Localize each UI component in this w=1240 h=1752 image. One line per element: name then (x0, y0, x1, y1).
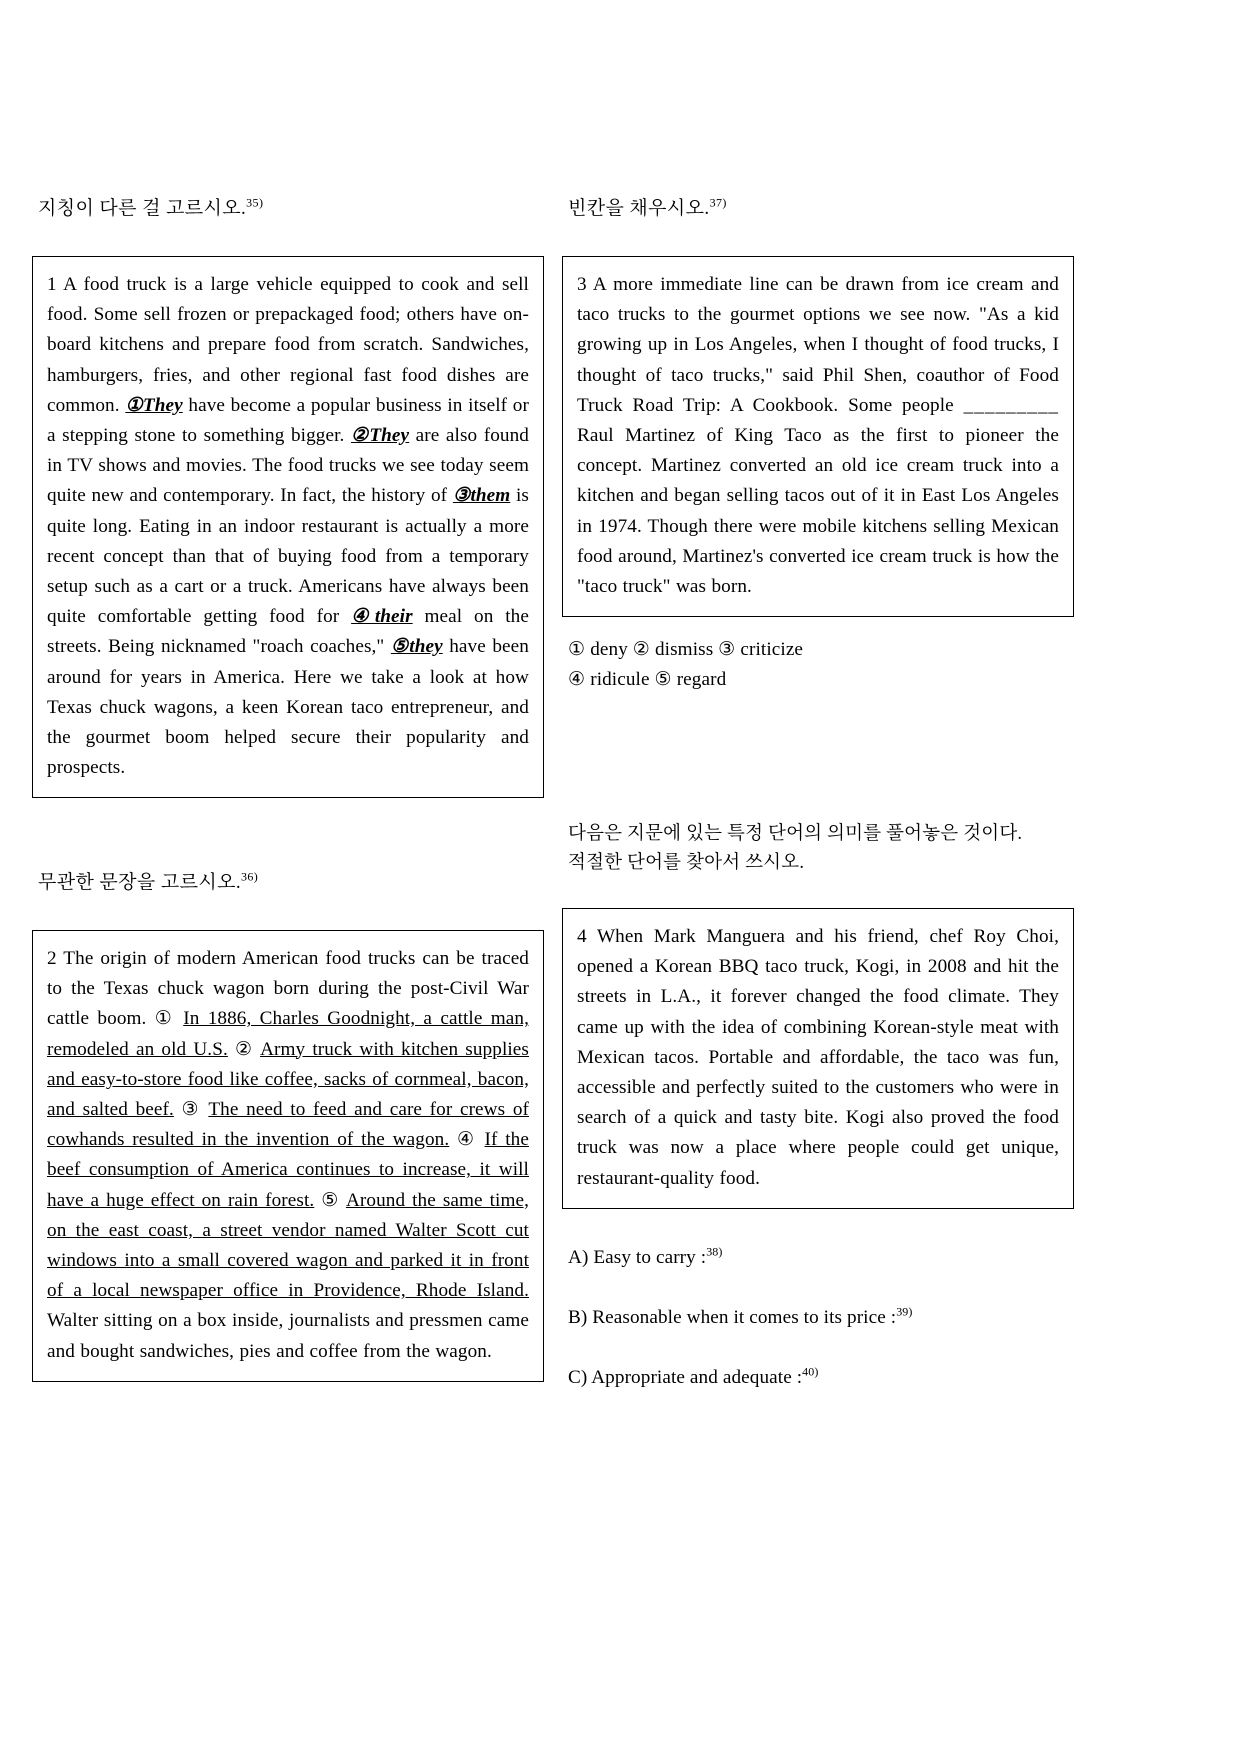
fill-in-blank[interactable]: _________ (963, 394, 1059, 416)
passage-1-box (32, 256, 544, 798)
pronoun-marker[interactable]: ⑤they (390, 636, 443, 658)
vocab-answer-b-label: B) Reasonable when it comes to its price : (568, 1306, 897, 1328)
vocab-instruction-line-1: 다음은 지문에 있는 특정 단어의 의미를 풀어놓은 것이다. (568, 824, 1023, 844)
passage-run: is quite long. Eating in an indoor restaurant is actually a more recent concept than that of buying food from a temporary setup such as a cart or a truck. Americans have always been quite comfortable getting food for (47, 485, 529, 628)
passage-run: ② (227, 1038, 261, 1060)
vocab-answer-c[interactable] (568, 1363, 1082, 1393)
passage-run: ③ (173, 1099, 209, 1121)
numbered-sentence[interactable]: Around the same time, on the east coast, a street vendor named Walter Scott cut windows into a small covered wagon and parked it in front of a local newspaper office in Providence, Rhode Island. (47, 1189, 529, 1302)
question-37-options (568, 635, 1074, 695)
passage-run: have become a popular business in itself or a stepping stone to something bigger. (47, 394, 529, 447)
passage-run: ⑤ (314, 1189, 346, 1211)
question-35-heading-text: 지칭이 다른 걸 고르시오. (38, 198, 247, 219)
question-36-ref: 36) (241, 869, 259, 884)
passage-1-text (47, 270, 529, 783)
passage-2-text (47, 944, 529, 1367)
question-37-heading (568, 196, 1074, 222)
passage-2-box (32, 930, 544, 1382)
numbered-sentence[interactable]: The need to feed and care for crews of cowhands resulted in the invention of the wagon. (47, 1099, 529, 1151)
question-36-heading (38, 870, 544, 896)
numbered-sentence[interactable]: If the beef consumption of America continues to increase, it will have a huge effect on rain forest. (47, 1129, 529, 1211)
vocab-answer-a[interactable] (568, 1243, 1082, 1273)
passage-run: have been around for years in America. Here we take a look at how Texas chuck wagons, a keen Korean taco entrepreneur, and the gourmet boom helped secure their popularity and prospects. (47, 636, 529, 779)
pronoun-marker[interactable]: ①They (125, 394, 183, 416)
pronoun-marker[interactable]: ③them (452, 485, 511, 507)
vocab-answer-c-label: C) Appropriate and adequate : (568, 1366, 803, 1388)
passage-run: Raul Martinez of King Taco as the first to pioneer the concept. Martinez converted an old ice cream truck into a kitchen and began selling tacos out of it in East Los Angeles in 1974. Though there were mobile kitchens selling Mexican food around, Martinez's converted ice cream truck is how the "taco truck" was born. (577, 425, 1059, 598)
passage-run: meal on the streets. Being nicknamed "roach coaches," (47, 606, 529, 658)
passage-run: Walter sitting on a box inside, journalists and pressmen came and bought sandwiches, pies and coffee from the wagon. (47, 1310, 529, 1362)
passage-run: ④ (449, 1129, 485, 1151)
vocab-answer-list (568, 1243, 1082, 1393)
passage-run: 4 When Mark Manguera and his friend, chef Roy Choi, opened a Korean BBQ taco truck, Kogi, in 2008 and hit the streets in L.A., it forever changed the food climate. They came up with the idea of combining Korean-style meat with Mexican tacos. Portable and affordable, the taco was fun, accessible and perfectly suited to the customers who were in search of a quick and tasty bite. Kogi also proved the food truck was now a place where people could get unique, restaurant-quality food. (577, 926, 1059, 1189)
option-row-2[interactable]: ④ ridicule ⑤ regard (568, 669, 727, 691)
left-column-lower (32, 870, 544, 1382)
left-column (32, 196, 544, 798)
question-36-heading-text: 무관한 문장을 고르시오. (38, 872, 241, 893)
vocab-instruction-line-2: 적절한 단어를 찾아서 쓰시오. (568, 853, 805, 873)
passage-run: 2 The origin of modern American food trucks can be traced to the Texas chuck wagon born during the post-Civil War cattle boom. ① (47, 948, 529, 1030)
right-column-lower (562, 820, 1082, 1423)
vocab-answer-b-ref: 39) (896, 1304, 913, 1319)
vocab-answer-a-ref: 38) (706, 1244, 723, 1259)
passage-3-box (562, 256, 1074, 617)
vocab-answer-b[interactable] (568, 1303, 1082, 1333)
question-37-ref: 37) (709, 195, 727, 210)
passage-3-text (577, 270, 1059, 602)
vocab-answer-c-ref: 40) (802, 1364, 819, 1379)
option-row-1[interactable]: ① deny ② dismiss ③ criticize (568, 639, 804, 661)
right-column (562, 196, 1074, 695)
question-35-heading (38, 196, 544, 222)
passage-4-text (577, 922, 1059, 1194)
passage-run: are also found in TV shows and movies. The food trucks we see today seem quite new and contemporary. In fact, the history of (47, 425, 529, 507)
numbered-sentence[interactable]: Army truck with kitchen supplies and easy-to-store food like coffee, sacks of cornmeal, bacon, and salted beef. (47, 1038, 529, 1121)
passage-4-box (562, 908, 1074, 1209)
numbered-sentence[interactable]: In 1886, Charles Goodnight, a cattle man, remodeled an old U.S. (47, 1008, 529, 1060)
question-35-ref: 35) (246, 195, 264, 210)
pronoun-marker[interactable]: ②They (350, 425, 410, 447)
vocab-instruction (568, 820, 1082, 878)
passage-run: 3 A more immediate line can be drawn from ice cream and taco trucks to the gourmet options we see now. "As a kid growing up in Los Angeles, when I thought of food trucks, I thought of taco trucks," said Phil Shen, coauthor of Food Truck Road Trip: A Cookbook. Some people (577, 274, 1059, 416)
pronoun-marker[interactable]: ④their (351, 606, 413, 628)
vocab-answer-a-label: A) Easy to carry : (568, 1246, 707, 1268)
passage-run: 1 A food truck is a large vehicle equipped to cook and sell food. Some sell frozen or prepackaged food; others have on-board kitchens and prepare food from scratch. Sandwiches, hamburgers, fries, and other regional fast food dishes are common. (47, 274, 529, 416)
question-37-heading-text: 빈칸을 채우시오. (568, 198, 710, 219)
